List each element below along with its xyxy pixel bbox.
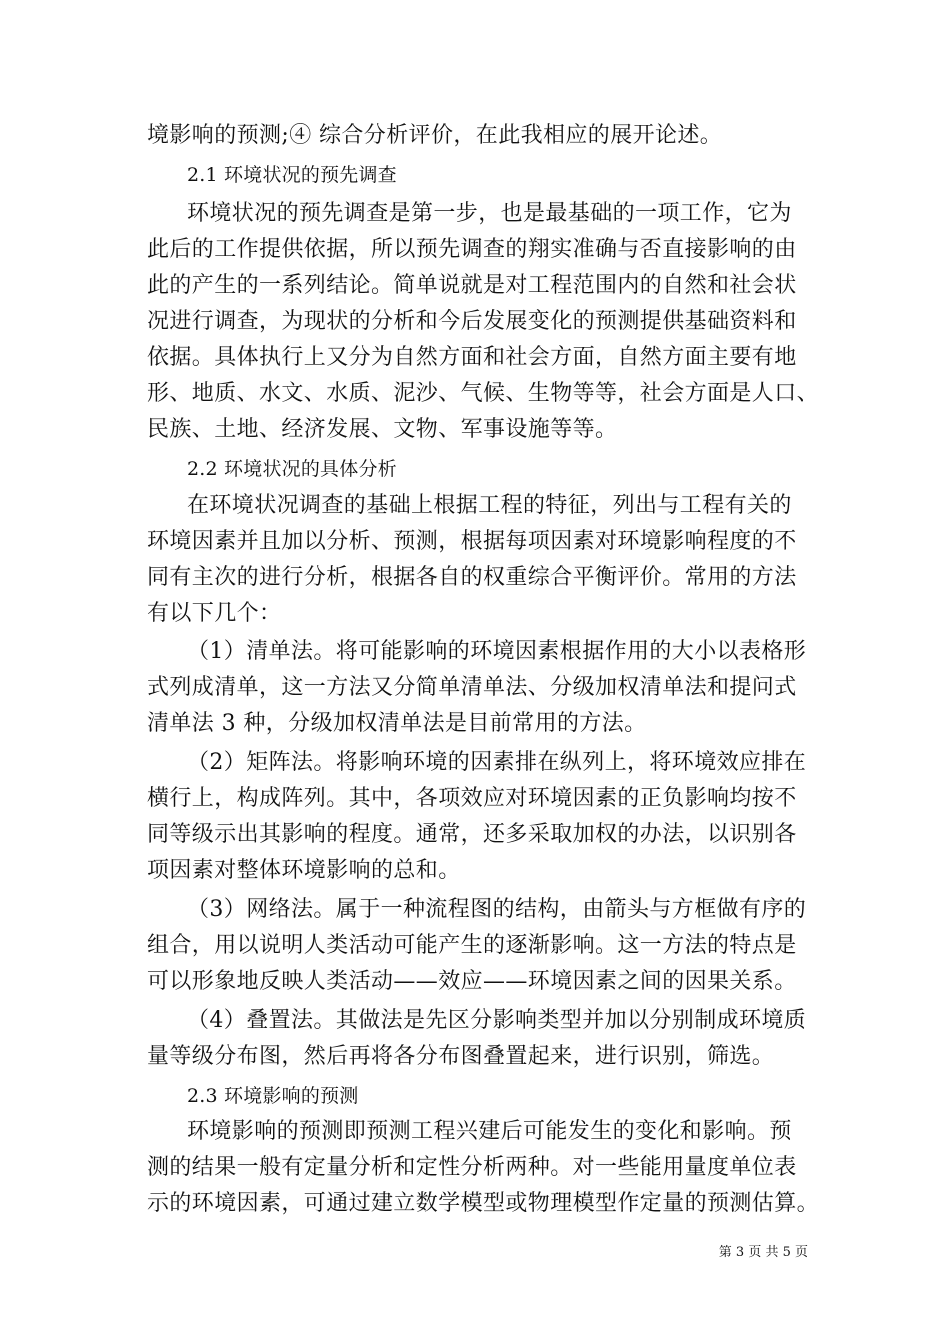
paragraph-line: 量等级分布图，然后再将各分布图叠置起来，进行识别，筛选。 (147, 1044, 775, 1069)
paragraph-line: 此的产生的一系列结论。简单说就是对工程范围内的自然和社会状 (147, 273, 797, 298)
paragraph-line: 依据。具体执行上又分为自然方面和社会方面，自然方面主要有地 (147, 345, 797, 370)
paragraph-line: 有以下几个： (147, 601, 282, 626)
paragraph-line: 清单法 3 种，分级加权清单法是目前常用的方法。 (147, 711, 647, 736)
paragraph-line: 民族、土地、经济发展、文物、军事设施等等。 (147, 417, 618, 442)
paragraph-line: 式列成清单，这一方法又分简单清单法、分级加权清单法和提问式 (147, 675, 797, 700)
section-heading: 2.1 环境状况的预先调查 (187, 164, 397, 186)
paragraph-line: 环境影响的预测即预测工程兴建后可能发生的变化和影响。预 (187, 1119, 792, 1144)
paragraph-line: （1）清单法。将可能影响的环境因素根据作用的大小以表格形 (187, 639, 807, 664)
paragraph-line: 况进行调查，为现状的分析和今后发展变化的预测提供基础资料和 (147, 309, 797, 334)
page-number-footer: 第 3 页 共 5 页 (718, 1245, 808, 1260)
paragraph-line: （2）矩阵法。将影响环境的因素排在纵列上，将环境效应排在 (187, 750, 807, 775)
paragraph-line: 可以形象地反映人类活动——效应——环境因素之间的因果关系。 (147, 969, 797, 994)
paragraph-line: 测的结果一般有定量分析和定性分析两种。对一些能用量度单位表 (147, 1155, 797, 1180)
paragraph-line: 在环境状况调查的基础上根据工程的特征，列出与工程有关的 (187, 493, 792, 518)
section-heading: 2.3 环境影响的预测 (187, 1085, 359, 1107)
paragraph-line: 项因素对整体环境影响的总和。 (147, 858, 461, 883)
paragraph-line: 示的环境因素，可通过建立数学模型或物理模型作定量的预测估算。 (147, 1191, 820, 1216)
section-heading: 2.2 环境状况的具体分析 (187, 458, 397, 480)
paragraph-line: 同有主次的进行分析，根据各自的权重综合平衡评价。常用的方法 (147, 565, 797, 590)
paragraph-line: 同等级示出其影响的程度。通常，还多采取加权的办法，以识别各 (147, 822, 797, 847)
paragraph-line: 横行上，构成阵列。其中，各项效应对环境因素的正负影响均按不 (147, 786, 797, 811)
paragraph-line: 组合，用以说明人类活动可能产生的逐渐影响。这一方法的特点是 (147, 933, 797, 958)
paragraph-line: （3）网络法。属于一种流程图的结构，由箭头与方框做有序的 (187, 897, 807, 922)
paragraph-line: 形、地质、水文、水质、泥沙、气候、生物等等，社会方面是人口、 (147, 381, 820, 406)
paragraph-line: 此后的工作提供依据，所以预先调查的翔实准确与否直接影响的由 (147, 237, 797, 262)
paragraph-line: 境影响的预测;④ 综合分析评价，在此我相应的展开论述。 (147, 123, 723, 148)
paragraph-line: （4）叠置法。其做法是先区分影响类型并加以分别制成环境质 (187, 1008, 807, 1033)
paragraph-line: 环境状况的预先调查是第一步，也是最基础的一项工作，它为 (187, 201, 792, 226)
paragraph-line: 环境因素并且加以分析、预测，根据每项因素对环境影响程度的不 (147, 529, 797, 554)
